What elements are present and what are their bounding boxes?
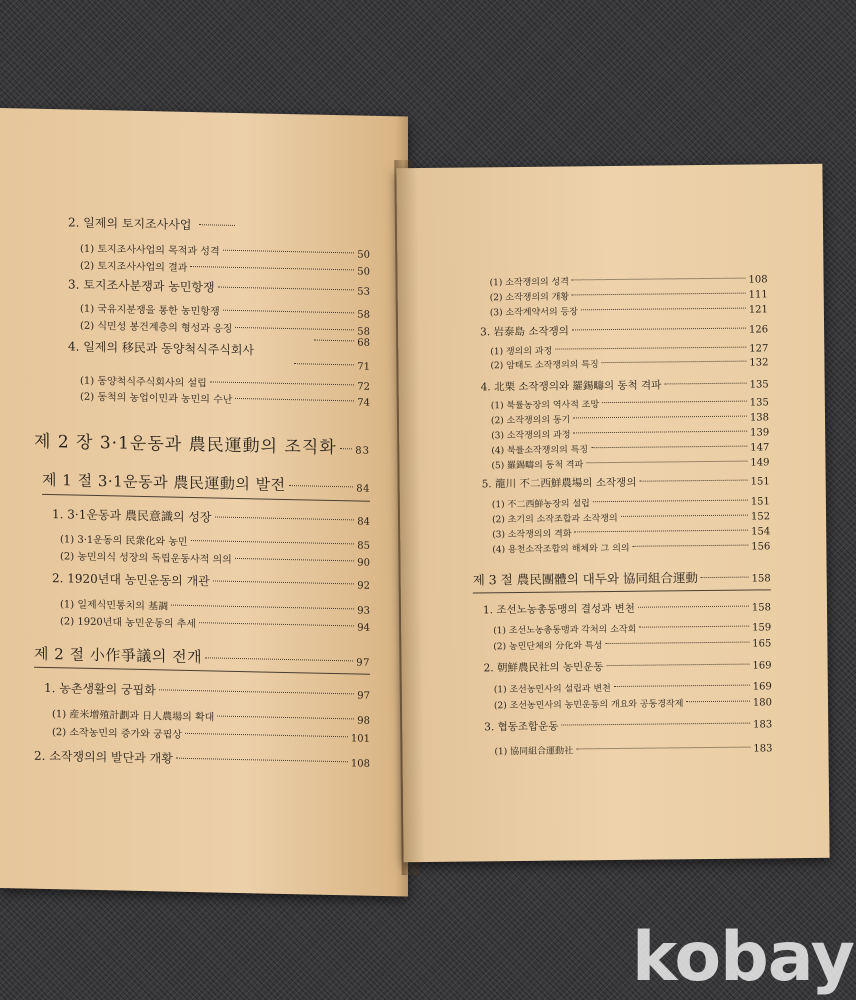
toc-entry: (1) 조선농민사의 설립과 변천 169 — [493, 681, 772, 696]
toc-entry: 2. 일제의 토지조사사업 — [68, 213, 238, 234]
toc-entry: (4) 북률소작쟁의의 특징 147 — [491, 442, 770, 457]
toc-entry: (1) 북률농장의 역사적 조망 135 — [490, 397, 769, 412]
toc-entry: (2) 동척의 농업이민과 농민의 수난 74 — [80, 391, 370, 409]
toc-entry: 4. 일제의 移民과 동양척식주식회사 — [68, 339, 254, 358]
toc-entry: (3) 소작계약서의 등장 121 — [489, 304, 768, 319]
toc-entry: (2) 소작쟁의의 개황 111 — [489, 289, 768, 304]
toc-entry: (2) 1920년대 농민운동의 추세 94 — [60, 616, 370, 634]
toc-entry: 1. 조선노농총동맹의 결성과 변천 158 — [482, 602, 772, 617]
toc-entry: 5. 龍川 不二西鮮農場의 소작쟁의 151 — [481, 476, 770, 491]
toc-entry: (2) 암태도 소작쟁의의 특징 132 — [490, 357, 769, 372]
toc-entry: 1. 농촌생활의 궁핍화 97 — [44, 680, 370, 702]
toc-entry: 3. 岩泰島 소작쟁의 126 — [480, 324, 769, 339]
toc-entry: (1) 不二西鮮농장의 설립 151 — [491, 496, 770, 511]
toc-entry: (1) 쟁의의 과정 127 — [490, 343, 769, 358]
toc-entry: (2) 조선농민사의 농민운동의 개요와 공동경작제 180 — [493, 697, 773, 712]
toc-entry: 71 — [80, 356, 370, 373]
toc-entry: 4. 北栗 소작쟁의와 羅錫疇의 동척 격파 135 — [480, 379, 769, 394]
toc-entry: 3. 협동조합운동 183 — [484, 719, 773, 734]
right-page — [396, 164, 829, 862]
toc-entry: 2. 朝鮮農民社의 농민운동 169 — [483, 660, 772, 675]
toc-entry: 2. 1920년대 농민운동의 개관 92 — [52, 571, 370, 592]
toc-entry: (2) 초기의 소작조합과 소작쟁의 152 — [492, 511, 771, 526]
toc-entry: (3) 소작쟁의의 격화 154 — [492, 526, 771, 541]
watermark-logo: kobay — [632, 918, 854, 997]
section-heading: 제 1 절 3·1운동과 農民運動의 발전 84 — [42, 470, 370, 495]
toc-entry: (1) 조선노농총동맹과 각처의 소작회 159 — [493, 622, 772, 637]
toc-entry: (5) 羅錫疇의 동척 격파 149 — [491, 457, 770, 472]
toc-entry: (1) 토지조사사업의 목적과 성격 50 — [80, 243, 370, 261]
toc-entry: (2) 소작농민의 증가와 궁핍상 101 — [52, 727, 370, 745]
toc-entry: (1) 일제식민통치의 基調 93 — [60, 599, 370, 617]
toc-entry: (2) 식민성 봉건계층의 형성과 응징 58 — [80, 320, 370, 338]
toc-entry: (2) 토지조사사업의 결과 50 — [80, 260, 370, 278]
toc-entry: (1) 協同組合運動社 183 — [494, 743, 773, 758]
toc-entry: 2. 소작쟁의의 발단과 개황 108 — [34, 748, 370, 770]
left-page — [0, 108, 408, 897]
toc-entry: 68 — [80, 332, 370, 349]
toc-entry: (1) 국유지분쟁을 통한 농민항쟁 58 — [80, 303, 370, 321]
toc-entry: (3) 소작쟁의의 과정 139 — [491, 427, 770, 442]
toc-entry: (2) 농민단체의 分化와 특성 165 — [493, 638, 772, 653]
chapter-heading: 제 2 장 3·1운동과 農民運動의 조직화 83 — [34, 431, 370, 459]
toc-entry: (1) 소작쟁의의 성격 108 — [489, 274, 768, 289]
toc-entry: 3. 토지조사분쟁과 농민항쟁 53 — [68, 277, 370, 298]
divider — [473, 589, 771, 593]
toc-entry: (1) 3·1운동의 民衆化와 농민 85 — [60, 534, 370, 552]
section-heading: 제 3 절 農民團體의 대두와 協同組合運動 158 — [472, 570, 771, 588]
toc-entry: (2) 농민의식 성장의 독립운동사적 의의 90 — [60, 551, 370, 569]
toc-entry: (1) 동양척식주식회사의 설립 72 — [80, 375, 370, 393]
toc-entry: (2) 소작쟁의의 동기 138 — [490, 412, 770, 427]
toc-entry: (4) 용천소작조합의 해체와 그 의의 156 — [492, 541, 771, 556]
section-heading: 제 2 절 小作爭議의 전개 97 — [34, 644, 370, 669]
toc-entry: 1. 3·1운동과 農民意識의 성장 84 — [52, 507, 370, 528]
toc-entry: (1) 産米增殖計劃과 日人農場의 확대 98 — [52, 709, 370, 727]
